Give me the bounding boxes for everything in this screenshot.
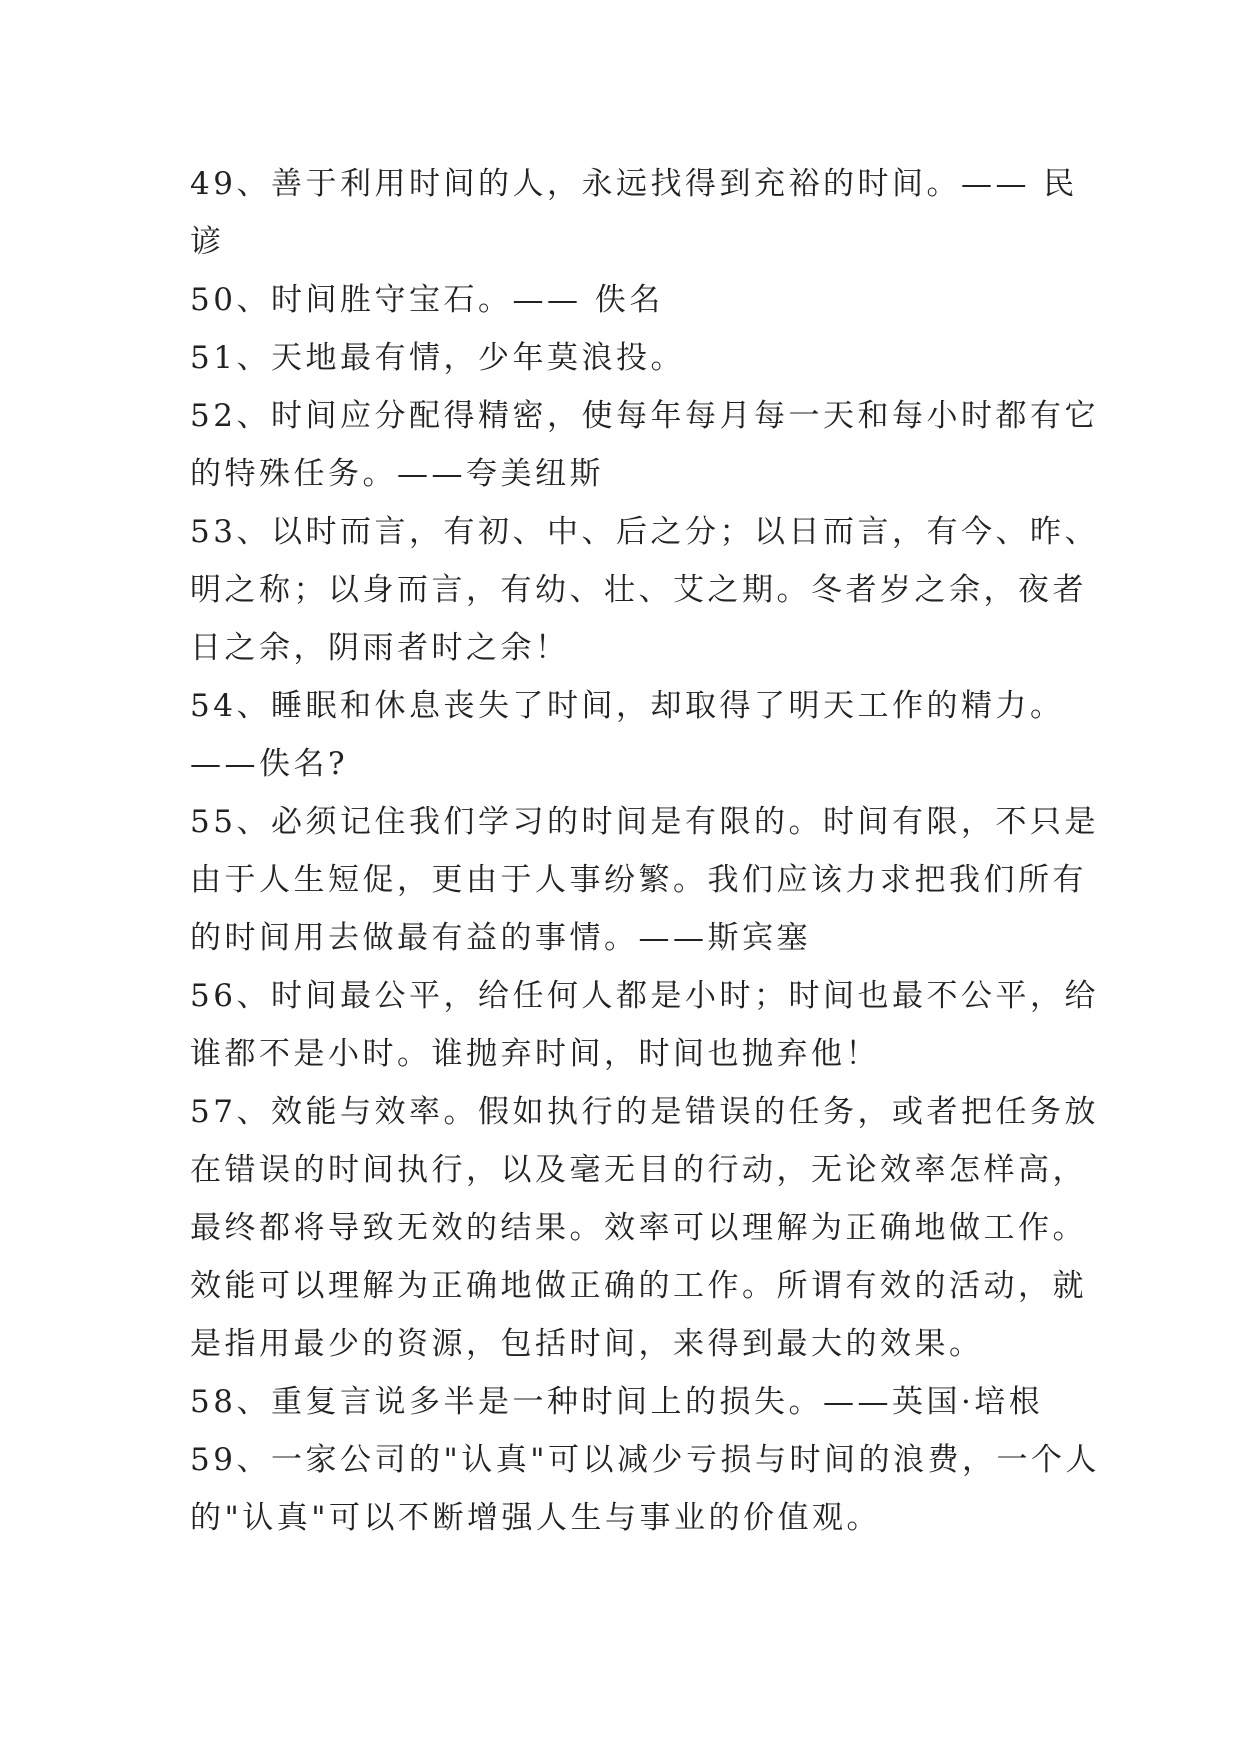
- text-line: 49、善于利用时间的人，永远找得到充裕的时间。—— 民: [190, 166, 1078, 202]
- text-line: 55、必须记住我们学习的时间是有限的。时间有限，不只是: [190, 804, 1099, 840]
- text-line: ——佚名?: [190, 746, 349, 782]
- text-line: 明之称；以身而言，有幼、壮、艾之期。冬者岁之余，夜者: [190, 572, 1087, 608]
- text-line: 最终都将导致无效的结果。效率可以理解为正确地做工作。: [190, 1210, 1087, 1246]
- text-line: 52、时间应分配得精密，使每年每月每一天和每小时都有它: [190, 398, 1099, 434]
- text-line: 日之余，阴雨者时之余！: [190, 630, 570, 666]
- text-line: 50、时间胜守宝石。—— 佚名: [190, 282, 664, 318]
- text-line: 由于人生短促，更由于人事纷繁。我们应该力求把我们所有: [190, 862, 1087, 898]
- text-line: 谁都不是小时。谁抛弃时间，时间也抛弃他！: [190, 1036, 880, 1072]
- text-line: 谚: [190, 224, 225, 260]
- text-line: 59、一家公司的"认真"可以减少亏损与时间的浪费，一个人: [190, 1442, 1100, 1478]
- text-line: 的时间用去做最有益的事情。——斯宾塞: [190, 920, 811, 956]
- text-line: 是指用最少的资源，包括时间，来得到最大的效果。: [190, 1326, 984, 1362]
- document-body: [190, 155, 1100, 1547]
- text-line: 58、重复言说多半是一种时间上的损失。——英国·培根: [190, 1384, 1044, 1420]
- text-line: 效能可以理解为正确地做正确的工作。所谓有效的活动，就: [190, 1268, 1087, 1304]
- text-line: 53、以时而言，有初、中、后之分；以日而言，有今、昨、: [190, 514, 1099, 550]
- text-line: 56、时间最公平，给任何人都是小时；时间也最不公平，给: [190, 978, 1099, 1014]
- text-line: 的特殊任务。——夸美纽斯: [190, 456, 604, 492]
- text-line: 的"认真"可以不断增强人生与事业的价值观。: [190, 1500, 882, 1536]
- text-line: 在错误的时间执行，以及毫无目的行动，无论效率怎样高，: [190, 1152, 1087, 1188]
- text-line: 57、效能与效率。假如执行的是错误的任务，或者把任务放: [190, 1094, 1099, 1130]
- text-line: 54、睡眠和休息丧失了时间，却取得了明天工作的精力。: [190, 688, 1065, 724]
- text-line: 51、天地最有情，少年莫浪投。: [190, 340, 685, 376]
